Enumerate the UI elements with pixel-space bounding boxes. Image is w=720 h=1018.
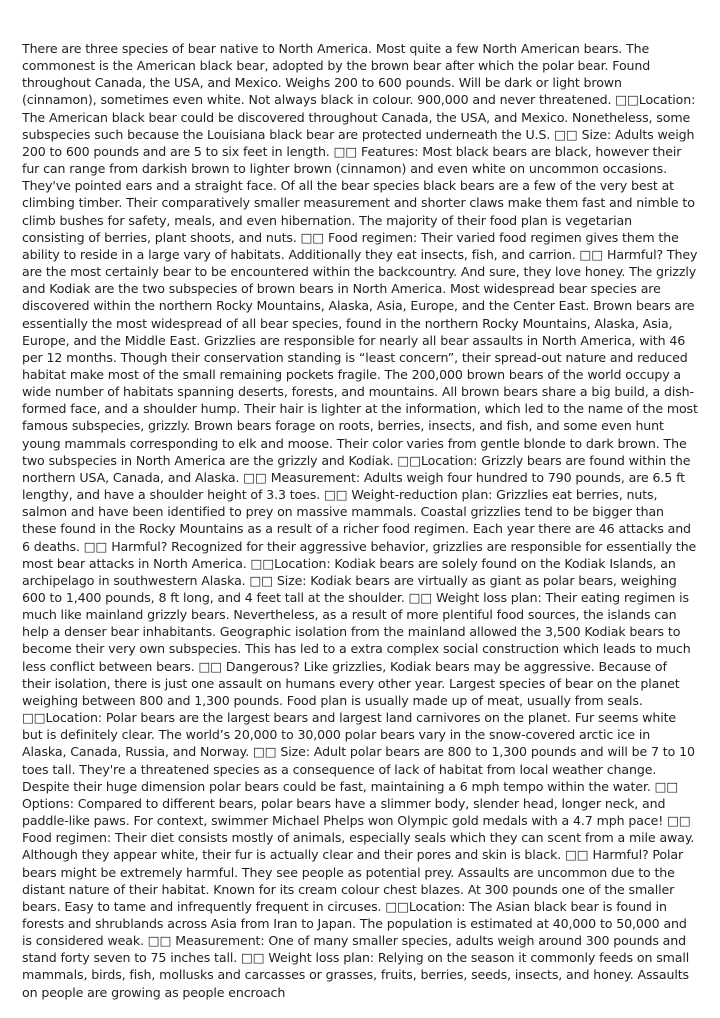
- document-page: [22, 40, 698, 1012]
- body-paragraph: There are three species of bear native to North America. Most quite a few North American bears. The commonest is the American black bear, adopted by the brown bear after which the polar bear. Found throughout Canada, the USA, and Mexico. Weighs 200 to 600 pounds. Will be dark or light brown (cinnamon), sometimes even white. Not always black in colour. 900,000 and never threatened. □□Location: The American black bear could be discovered throughout Canada, the USA, and Mexico. Nonetheless, some subspecies such because the Louisiana black bear are protected underneath the U.S. □□ Size: Adults weigh 200 to 600 pounds and are 5 to six feet in length. □□ Features: Most black bears are black, however their fur can range from darkish brown to lighter brown (cinnamon) and even white on uncommon occasions. They've pointed ears and a straight face. Of all the bear species black bears are a few of the very best at climbing timber. Their comparatively smaller measurement and shorter claws make them fast and nimble to climb bushes for safety, meals, and even hibernation. The majority of their food plan is vegetarian consisting of berries, plant shoots, and nuts. □□ Food regimen: Their varied food regimen gives them the ability to reside in a large vary of habitats. Additionally they eat insects, fish, and carrion. □□ Harmful? They are the most certainly bear to be encountered within the backcountry. And sure, they love honey. The grizzly and Kodiak are the two subspecies of brown bears in North America. Most widespread bear species are discovered within the northern Rocky Mountains, Alaska, Asia, Europe, and the Center East. Brown bears are essentially the most widespread of all bear species, found in the northern Rocky Mountains, Alaska, Asia, Europe, and the Middle East. Grizzlies are responsible for nearly all bear assaults in North America, with 46 per 12 months. Though their conservation standing is “least concern”, their spread-out nature and reduced habitat make most of the small remaining pockets fragile. The 200,000 brown bears of the world occupy a wide number of habitats spanning deserts, forests, and mountains. All brown bears share a big build, a dish-formed face, and a shoulder hump. Their hair is lighter at the information, which led to the name of the most famous subspecies, grizzly. Brown bears forage on roots, berries, insects, and fish, and some even hunt young mammals corresponding to elk and moose. Their color varies from gentle blonde to dark brown. The two subspecies in North America are the grizzly and Kodiak. □□Location: Grizzly bears are found within the northern USA, Canada, and Alaska. □□ Measurement: Adults weigh four hundred to 790 pounds, are 6.5 ft lengthy, and have a shoulder height of 3.3 toes. □□ Weight-reduction plan: Grizzlies eat berries, nuts, salmon and have been identified to prey on massive mammals. Coastal grizzlies tend to be bigger than these found in the Rocky Mountains as a result of a richer food regimen. Each year there are 46 attacks and 6 deaths. □□ Harmful? Recognized for their aggressive behavior, grizzlies are responsible for essentially the most bear attacks in North America. □□Location: Kodiak bears are solely found on the Kodiak Islands, an archipelago in southwestern Alaska. □□ Size: Kodiak bears are virtually as giant as polar bears, weighing 600 to 1,400 pounds, 8 ft long, and 4 feet tall at the shoulder. □□ Weight loss plan: Their eating regimen is much like mainland grizzly bears. Nevertheless, as a result of more plentiful food sources, the islands can help a denser bear inhabitants. Geographic isolation from the mainland allowed the 3,500 Kodiak bears to become their very own subspecies. This has led to a extra complex social construction which leads to much less conflict between bears. □□ Dangerous? Like grizzlies, Kodiak bears may be aggressive. Because of their isolation, there is just one assault on humans every other year. Largest species of bear on the planet weighing between 800 and 1,300 pounds. Food plan is usually made up of meat, usually from seals. □□Location: Polar bears are the largest bears and largest land carnivores on the planet. Fur seems white but is definitely clear. The world’s 20,000 to 30,000 polar bears vary in the snow-covered arctic ice in Alaska, Canada, Russia, and Norway. □□ Size: Adult polar bears are 800 to 1,300 pounds and will be 7 to 10 toes tall. They're a threatened species as a consequence of lack of habitat from local weather change. Despite their huge dimension polar bears could be fast, maintaining a 6 mph tempo within the water. □□ Options: Compared to different bears, polar bears have a slimmer body, slender head, longer neck, and paddle-like paws. For context, swimmer Michael Phelps won Olympic gold medals with a 4.7 mph pace! □□ Food regimen: Their diet consists mostly of animals, especially seals which they can scent from a mile away. Although they appear white, their fur is actually clear and their pores and skin is black. □□ Harmful? Polar bears might be extremely harmful. They see people as potential prey. Assaults are uncommon due to the distant nature of their habitat. Known for its cream colour chest blazes. At 300 pounds one of the smaller bears. Easy to tame and infrequently frequent in circuses. □□Location: The Asian black bear is found in forests and shrublands across Asia from Iran to Japan. The population is estimated at 40,000 to 50,000 and is considered weak. □□ Measurement: One of many smaller species, adults weigh around 300 pounds and stand forty seven to 75 inches tall. □□ Weight loss plan: Relying on the season it commonly feeds on small mammals, birds, fish, mollusks and carcasses or grasses, fruits, berries, seeds, insects, and honey. Assaults on people are growing as people encroach: [22, 41, 698, 1000]
